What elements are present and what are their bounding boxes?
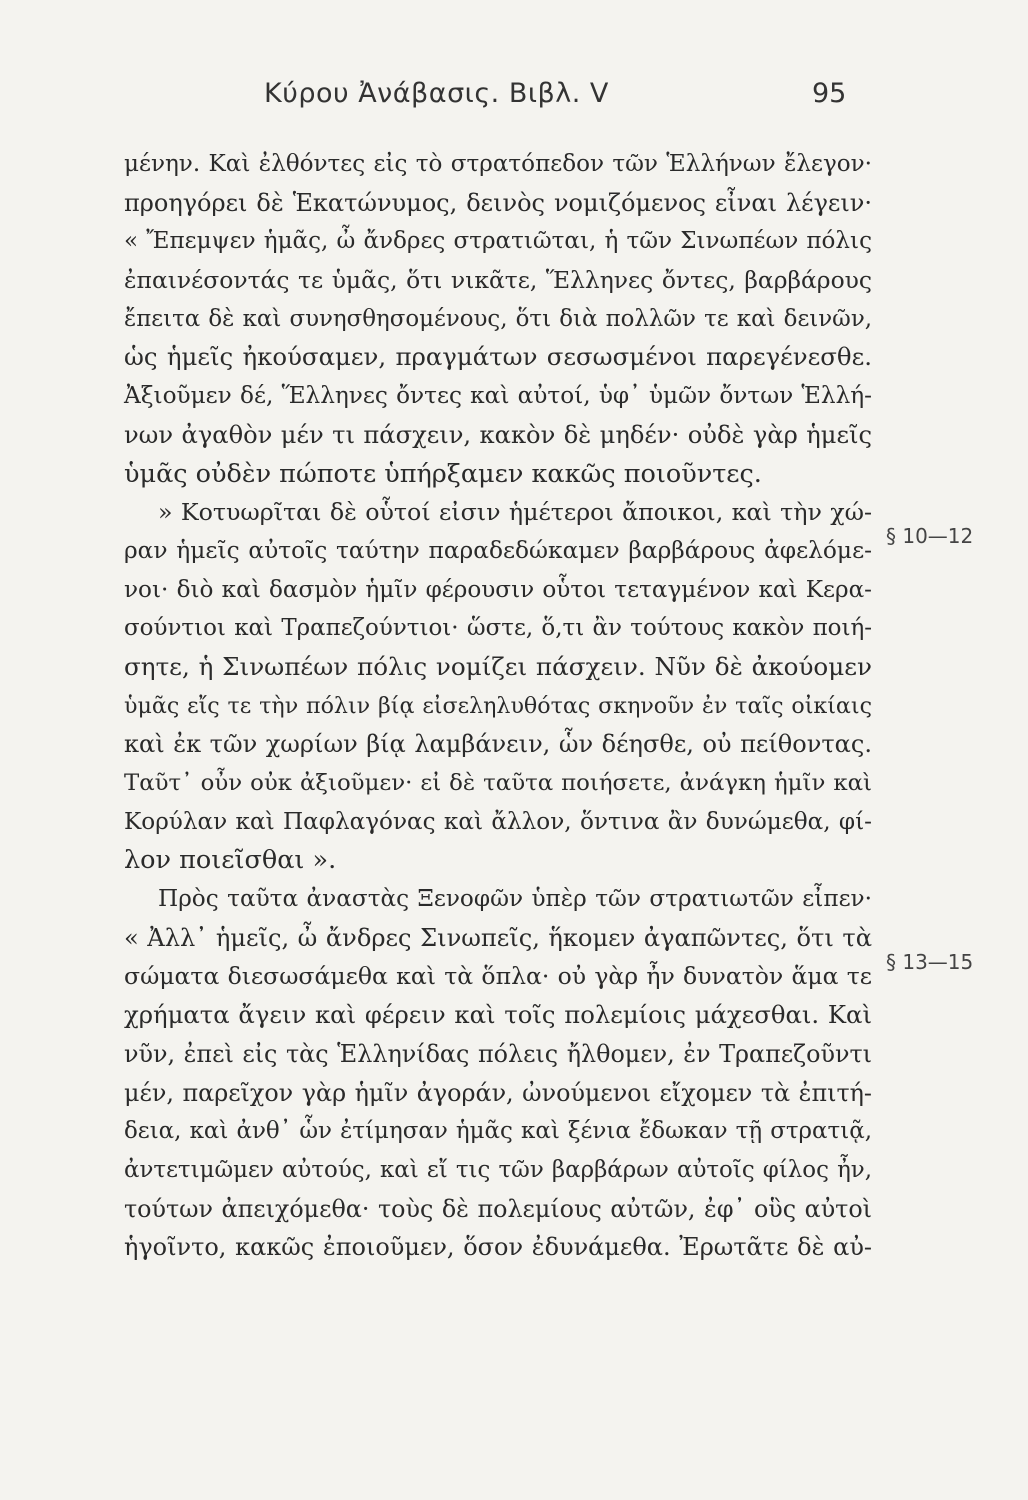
text-line: Πρὸς ταῦτα ἀναστὰς Ξενοφῶν ὑπὲρ τῶν στρατιωτῶν εἶπεν· (158, 886, 872, 913)
text-line: Κορύλαν καὶ Παφλαγόνας καὶ ἄλλον, ὅντινα ἂν δυνώμεθα, φί- (124, 808, 872, 835)
text-line: σούντιοι καὶ Τραπεζούντιοι· ὥστε, ὅ,τι ἂν τούτους κακὸν ποιή- (124, 615, 872, 642)
text-line: καὶ ἐκ τῶν χωρίων βίᾳ λαμβάνειν, ὧν δέησθε, οὐ πείθοντας. (124, 730, 872, 759)
text-line: ἐπαινέσοντάς τε ὑμᾶς, ὅτι νικᾶτε, Ἕλληνες ὄντες, βαρβάρους (124, 266, 872, 295)
text-line: ἡγοῖντο, κακῶς ἐποιοῦμεν, ὅσον ἐδυνάμεθα. Ἐρωτᾶτε δὲ αὐ- (124, 1233, 872, 1262)
body-text (124, 145, 872, 1267)
text-line: σητε, ἡ Σινωπέων πόλις νομίζει πάσχειν. Νῦν δὲ ἀκούομεν (124, 651, 872, 681)
text-line: νων ἀγαθὸν μέν τι πάσχειν, κακὸν δὲ μηδέν· οὐδὲ γὰρ ἡμεῖς (124, 420, 872, 449)
text-line: δεια, καὶ ἀνθ᾽ ὧν ἐτίμησαν ἡμᾶς καὶ ξένια ἔδωκαν τῇ στρατιᾷ, (124, 1118, 872, 1145)
page-header (0, 78, 1028, 118)
text-line: μένην. Καὶ ἐλθόντες εἰς τὸ στρατόπεδον τῶν Ἑλλήνων ἔλεγον· (124, 151, 872, 177)
text-line: τούτων ἀπειχόμεθα· τοὺς δὲ πολεμίους αὐτῶν, ἐφ᾽ οὓς αὐτοὶ (124, 1194, 872, 1223)
section-reference: § 10—12 (886, 524, 974, 548)
running-title: Κύρου Ἀνάβασις. Βιβλ. V (264, 78, 609, 109)
text-line: ὑμᾶς οὐδὲν πώποτε ὑπήρξαμεν κακῶς ποιοῦντες. (124, 458, 762, 489)
text-line: « Ἔπεμψεν ἡμᾶς, ὦ ἄνδρες στρατιῶται, ἡ τῶν Σινωπέων πόλις (124, 228, 872, 255)
text-line: ἀντετιμῶμεν αὐτούς, καὶ εἴ τις τῶν βαρβάρων αὐτοῖς φίλος ἦν, (124, 1156, 872, 1183)
text-line: ἔπειτα δὲ καὶ συνησθησομένους, ὅτι διὰ πολλῶν τε καὶ δεινῶν, (124, 305, 872, 332)
text-line: « Ἀλλ᾽ ἡμεῖς, ὦ ἄνδρες Σινωπεῖς, ἥκομεν ἀγαπῶντες, ὅτι τὰ (124, 923, 872, 952)
text-line: ὑμᾶς εἴς τε τὴν πόλιν βίᾳ εἰσεληλυθότας σκηνοῦν ἐν ταῖς οἰκίαις (124, 692, 872, 719)
text-line: Ἀξιοῦμεν δέ, Ἕλληνες ὄντες καὶ αὐτοί, ὑφ᾽ ὑμῶν ὄντων Ἑλλή- (124, 382, 872, 410)
text-line: λον ποιεῖσθαι ». (124, 845, 337, 876)
text-line: ραν ἡμεῖς αὐτοῖς ταύτην παραδεδώκαμεν βαρβάρους ἀφελόμε- (124, 536, 872, 564)
section-reference: § 13—15 (886, 950, 974, 974)
text-line: μέν, παρεῖχον γὰρ ἡμῖν ἀγοράν, ὠνούμενοι εἴχομεν τὰ ἐπιτή- (124, 1078, 872, 1107)
text-line: χρήματα ἄγειν καὶ φέρειν καὶ τοῖς πολεμίοις μάχεσθαι. Καὶ (124, 1000, 872, 1030)
page-number: 95 (812, 78, 847, 109)
text-line: νῦν, ἐπεὶ εἰς τὰς Ἑλληνίδας πόλεις ἤλθομεν, ἐν Τραπεζοῦντι (124, 1039, 872, 1068)
text-line: προηγόρει δὲ Ἑκατώνυμος, δεινὸς νομιζόμενος εἶναι λέγειν· (124, 188, 872, 217)
text-line: ὡς ἡμεῖς ἠκούσαμεν, πραγμάτων σεσωσμένοι παρεγένεσθε. (124, 342, 872, 372)
text-line: » Κοτυωρῖται δὲ οὗτοί εἰσιν ἡμέτεροι ἄποικοι, καὶ τὴν χώ- (158, 498, 872, 527)
text-line: Ταῦτ᾽ οὖν οὐκ ἀξιοῦμεν· εἰ δὲ ταῦτα ποιήσετε, ἀνάγκη ἡμῖν καὶ (124, 770, 872, 796)
text-line: νοι· διὸ καὶ δασμὸν ἡμῖν φέρουσιν οὗτοι τεταγμένον καὶ Κερα- (124, 576, 872, 603)
text-line: σώματα διεσωσάμεθα καὶ τὰ ὅπλα· οὐ γὰρ ἦν δυνατὸν ἅμα τε (124, 962, 872, 991)
